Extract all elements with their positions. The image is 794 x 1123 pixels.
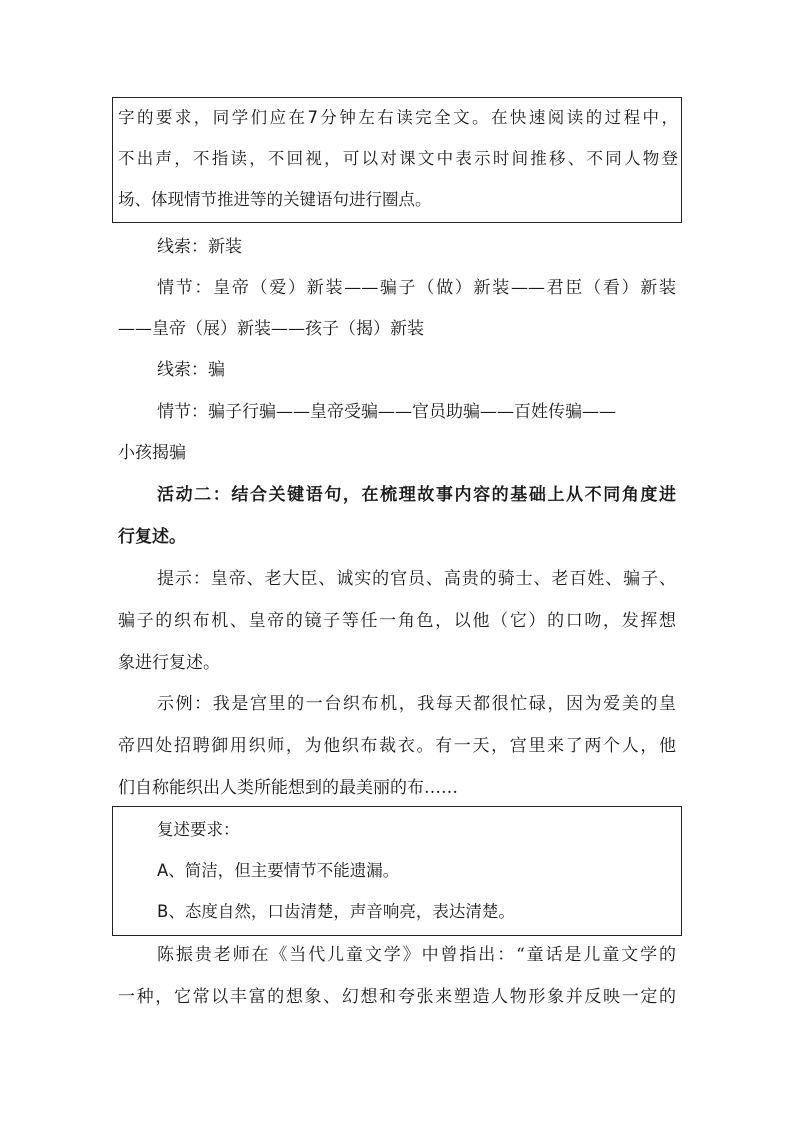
intro-line-3: 场、体现情节推进等的关键语句进行圈点。 xyxy=(118,190,432,209)
activity-two-title-line-2: 行复述。 xyxy=(118,527,186,547)
closing-line-2: 一种，它常以丰富的想象、幻想和夸张来塑造人物形象并反映一定的 xyxy=(118,987,676,1007)
plot-deception-line-1: 情节：骗子行骗——皇帝受骗——官员助骗——百姓传骗—— xyxy=(157,402,616,422)
plot-new-clothes-line-2: ——皇帝（展）新装——孩子（揭）新装 xyxy=(118,319,424,339)
hint-line-2: 骗子的织布机、皇帝的镜子等任一角色，以他（它）的口吻，发挥想 xyxy=(118,611,676,631)
hint-line-1: 提示：皇帝、老大臣、诚实的官员、高贵的骑士、老百姓、骗子、 xyxy=(157,569,676,589)
example-line-1: 示例：我是宫里的一台织布机，我每天都很忙碌，因为爱美的皇 xyxy=(157,694,676,714)
requirement-a: A、简洁，但主要情节不能遗漏。 xyxy=(157,861,400,880)
clue-deception: 线索：骗 xyxy=(157,360,225,380)
clue-new-clothes: 线索：新装 xyxy=(157,237,242,257)
closing-line-1: 陈振贵老师在《当代儿童文学》中曾指出：“童话是儿童文学的 xyxy=(157,945,676,965)
example-line-2: 帝四处招聘御用织师，为他织布裁衣。有一天，宫里来了两个人，他 xyxy=(118,736,676,756)
intro-line-2: 不出声，不指读，不回视，可以对课文中表示时间推移、不同人物登 xyxy=(118,149,678,168)
plot-deception-line-2: 小孩揭骗 xyxy=(118,443,186,463)
intro-line-1: 字的要求，同学们应在7分钟左右读完全文。在快速阅读的过程中， xyxy=(118,108,678,127)
requirement-b: B、态度自然，口齿清楚，声音响亮，表达清楚。 xyxy=(157,902,515,921)
example-line-3: 们自称能织出人类所能想到的最美丽的布…… xyxy=(118,778,458,798)
hint-line-3: 象进行复述。 xyxy=(118,653,220,673)
requirements-title: 复述要求： xyxy=(157,820,240,839)
plot-new-clothes-line-1: 情节：皇帝（爱）新装——骗子（做）新装——君臣（看）新装 xyxy=(157,278,676,298)
activity-two-title-line-1: 活动二：结合关键语句，在梳理故事内容的基础上从不同角度进 xyxy=(157,485,676,505)
